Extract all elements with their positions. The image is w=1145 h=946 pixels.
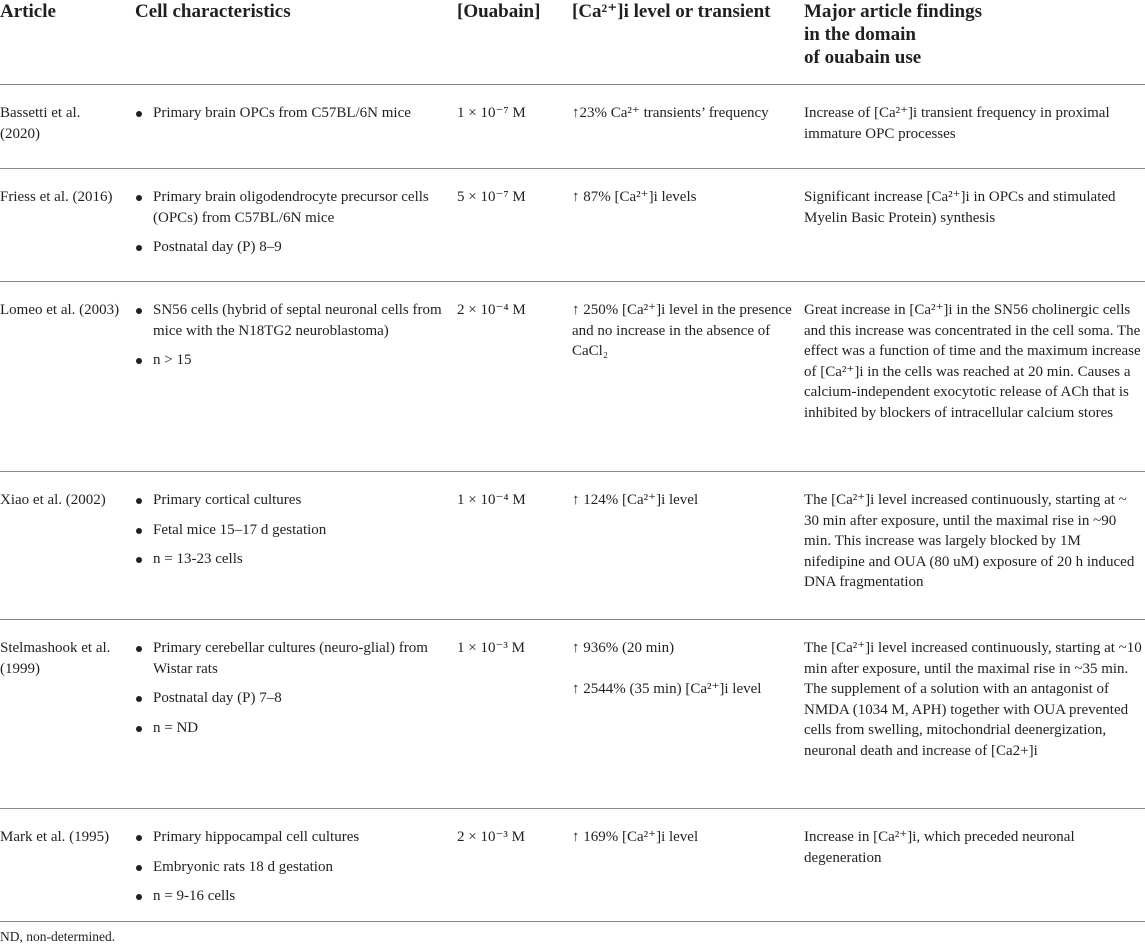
calcium-cell: [572, 490, 797, 511]
article-cell: Stelmashook et al. (1999): [0, 640, 111, 677]
list-item: n = ND: [135, 718, 445, 739]
cell-characteristics-list: [135, 827, 445, 916]
cell-characteristics-list: [135, 103, 445, 133]
ouabain-cell: 5 × 10⁻⁷ M: [457, 189, 526, 205]
list-item: Primary cerebellar cultures (neuro-glial) from Wistar rats: [135, 638, 445, 679]
calcium-value: ↑ 2544% (35 min) [Ca²⁺]i level: [572, 680, 762, 697]
row-divider: [0, 168, 1145, 169]
list-item: SN56 cells (hybrid of septal neuronal cells from mice with the N18TG2 neuroblastoma): [135, 300, 445, 341]
column-header-article: Article: [0, 1, 56, 22]
findings-cell: Great increase in [Ca²⁺]i in the SN56 cholinergic cells and this increase was concentrated in the cell soma. The effect was a function of time and the maximum increase of [Ca²⁺]i in the cells was reached at 20 min. Causes a calcium-independent exocytotic release of ACh that is inhibited by blockers of intracellular calcium stores: [804, 302, 1141, 421]
calcium-value: ↑ 250% [Ca²⁺]i level in the presence and no increase in the absence of CaCl₂: [572, 302, 792, 359]
list-item: Primary hippocampal cell cultures: [135, 827, 445, 848]
calcium-cell: [572, 187, 797, 208]
list-item: Fetal mice 15–17 d gestation: [135, 520, 445, 541]
column-header-calcium: [Ca²⁺]i level or transient: [572, 1, 771, 22]
article-cell: Xiao et al. (2002): [0, 492, 106, 508]
row-divider: [0, 808, 1145, 809]
findings-header-line: Major article findings: [804, 1, 983, 22]
findings-cell: Increase of [Ca²⁺]i transient frequency in proximal immature OPC processes: [804, 105, 1110, 142]
calcium-value: ↑ 87% [Ca²⁺]i levels: [572, 189, 697, 205]
list-item: Postnatal day (P) 8–9: [135, 237, 445, 258]
list-item: n = 13-23 cells: [135, 549, 445, 570]
column-header-ouabain: [Ouabain]: [457, 1, 541, 22]
table-footnote: ND, non-determined.: [0, 929, 116, 944]
row-divider: [0, 281, 1145, 282]
list-item: Primary brain oligodendrocyte precursor cells (OPCs) from C57BL/6N mice: [135, 187, 445, 228]
ouabain-cell: 1 × 10⁻³ M: [457, 640, 525, 656]
cell-characteristics-list: [135, 490, 445, 579]
cell-characteristics-list: [135, 187, 445, 267]
ouabain-cell: 1 × 10⁻⁷ M: [457, 105, 526, 121]
row-divider: [0, 471, 1145, 472]
column-header-cell-characteristics: Cell characteristics: [135, 1, 291, 22]
calcium-value: ↑23% Ca²⁺ transients’ frequency: [572, 105, 769, 121]
cell-characteristics-list: [135, 300, 445, 380]
findings-cell: The [Ca²⁺]i level increased continuously, starting at ~10 min after exposure, until the maximal rise in ~35 min. The supplement of a solution with an antagonist of NMDA (1034 M, APH) together with OUA prevented cells from swelling, mitochondrial deenergization, neuronal death and increase of [Ca2+]i: [804, 640, 1142, 759]
findings-cell: The [Ca²⁺]i level increased continuously, starting at ~ 30 min after exposure, until the maximal rise in ~90 min. This increase was largely blocked by 1M nifedipine and OUA (80 uM) exposure of 20 h induced DNA fragmentation: [804, 492, 1135, 590]
calcium-cell: [572, 300, 797, 362]
ouabain-cell: 2 × 10⁻⁴ M: [457, 302, 526, 318]
list-item: n = 9-16 cells: [135, 886, 445, 907]
ouabain-cell: 2 × 10⁻³ M: [457, 829, 525, 845]
list-item: Postnatal day (P) 7–8: [135, 688, 445, 709]
table-bottom-rule: [0, 921, 1145, 922]
findings-cell: Increase in [Ca²⁺]i, which preceded neuronal degeneration: [804, 829, 1075, 866]
article-cell: Bassetti et al. (2020): [0, 105, 81, 142]
calcium-cell: [572, 103, 797, 124]
findings-header-line: in the domain: [804, 24, 916, 45]
calcium-cell: [572, 827, 797, 848]
findings-cell: Significant increase [Ca²⁺]i in OPCs and stimulated Myelin Basic Protein) synthesis: [804, 189, 1116, 226]
article-cell: Friess et al. (2016): [0, 189, 113, 205]
row-divider: [0, 619, 1145, 620]
findings-header-line: of ouabain use: [804, 47, 922, 68]
calcium-value: ↑ 169% [Ca²⁺]i level: [572, 829, 699, 845]
list-item: Embryonic rats 18 d gestation: [135, 857, 445, 878]
article-cell: Mark et al. (1995): [0, 829, 110, 845]
list-item: Primary cortical cultures: [135, 490, 445, 511]
cell-characteristics-list: [135, 638, 445, 747]
calcium-cell: [572, 638, 797, 699]
column-header-findings: [804, 0, 1144, 69]
list-item: Primary brain OPCs from C57BL/6N mice: [135, 103, 445, 124]
ouabain-cell: 1 × 10⁻⁴ M: [457, 492, 526, 508]
calcium-value: ↑ 936% (20 min): [572, 640, 675, 656]
calcium-value: ↑ 124% [Ca²⁺]i level: [572, 492, 699, 508]
header-rule: [0, 84, 1145, 85]
list-item: n > 15: [135, 350, 445, 371]
article-cell: Lomeo et al. (2003): [0, 302, 120, 318]
